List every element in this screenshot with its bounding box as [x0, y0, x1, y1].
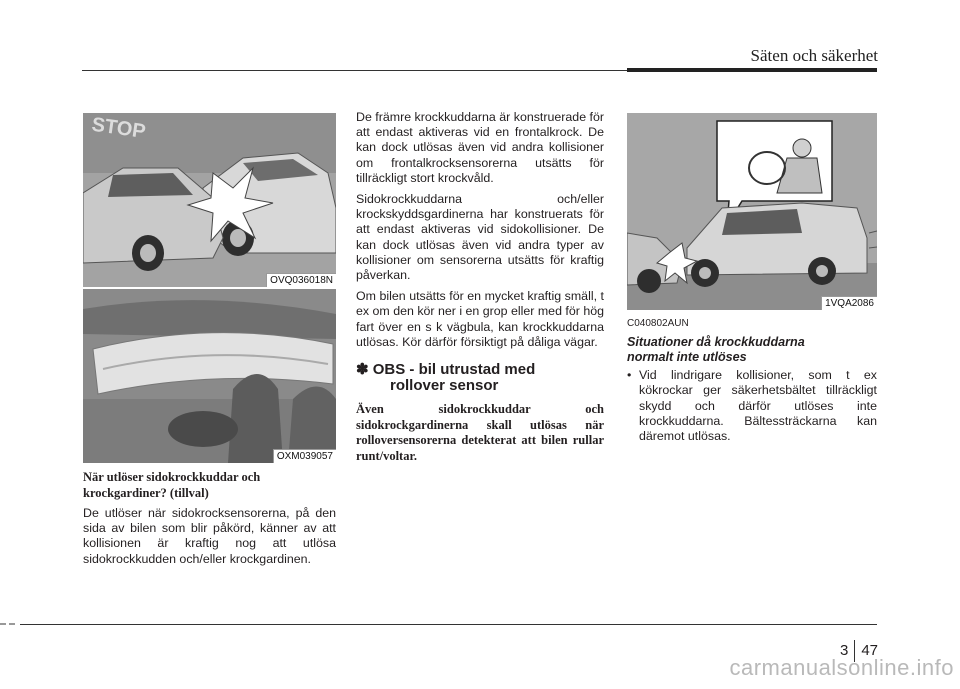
bullet-text: Vid lindrigare kollisioner, som t ex kökrockar ger säkerhetsbältet tillräckligt skydd och därför utlöses inte krockkuddarna. Bältessträckarna kan däremot utlösas.: [639, 368, 877, 444]
page-number-value: 47: [861, 641, 878, 659]
figure-code-3: 1VQA2086: [821, 296, 877, 310]
footer-tick-marks: [0, 620, 20, 630]
curtain-airbag-illustration: [83, 289, 336, 463]
list-item: [627, 368, 877, 444]
chapter-number: 3: [839, 641, 849, 659]
obs-symbol-icon: ✽: [356, 361, 369, 379]
column-1-text: [83, 470, 336, 573]
rear-end-collision-illustration: [627, 113, 877, 310]
figure-rear-end-collision: [627, 113, 877, 310]
no-deploy-heading-line2: normalt inte utlöses: [627, 350, 747, 365]
obs-title-line2: rollover sensor: [390, 377, 499, 395]
bullet-icon: •: [627, 368, 632, 383]
side-curtain-paragraph: Sidokrockkuddarna och/eller krockskyddsgardinerna har konstruerats för att endast aktiveras vid sidokollisioner. De kan dock utlösas även vid andra typer av kollisioner om sensorerna utsätts för kraftig påverkan.: [356, 192, 604, 283]
section-code: C040802AUN: [627, 318, 689, 329]
figure-side-collision: [83, 113, 336, 287]
side-airbag-heading-line1: När utlöser sidokrockkuddar och: [83, 470, 261, 484]
no-deploy-heading: [627, 335, 877, 365]
obs-title-line1: OBS - bil utrustad med: [372, 361, 536, 379]
obs-body: Även sidokrockkuddar och sidokrockgardinerna skall utlösas när rolloversensorerna detekterat att bilen rullar runt/voltar.: [356, 402, 604, 463]
side-airbag-heading-line2: krockgardiner? (tillval): [83, 485, 209, 500]
side-airbag-heading: [83, 470, 336, 501]
figure-curtain-airbag: [83, 289, 336, 463]
figure-code-2: OXM039057: [273, 449, 336, 463]
column-2-text: [356, 110, 604, 464]
obs-heading: [356, 362, 604, 394]
column-3-text: [627, 316, 877, 444]
no-deploy-heading-line1: Situationer då krockkuddarna: [627, 335, 805, 350]
watermark: carmanualsonline.info: [729, 655, 954, 680]
side-airbag-paragraph: De utlöser när sidokrocksensorerna, på den sida av bilen som blir påkörd, känner av att kollisionen är kraftig nog att utlösa sidokrockkudden och/eller krockgardinen.: [83, 506, 336, 566]
footer-divider: [20, 624, 877, 625]
road-stop-text: STOP: [90, 113, 147, 144]
header-accent-bar: [627, 68, 877, 72]
figure-code-1: OVQ036018N: [266, 273, 336, 287]
section-title: Säten och säkerhet: [750, 46, 878, 65]
side-collision-illustration: [83, 113, 336, 287]
rough-road-paragraph: Om bilen utsätts för en mycket kraftig smäll, t ex om den kör ner i en grop eller med för hög fart över en s k vägbula, kan krockkuddarna utlösas. Kör därför försiktigt på dåliga vägar.: [356, 289, 604, 349]
front-airbag-paragraph: De främre krockkuddarna är konstruerade för att endast aktiveras vid en frontalkrock. De kan dock utlösas även vid andra kollisioner om frontalkrocksensorerna utsätts för tillräckligt stort krockvåld.: [356, 110, 604, 185]
